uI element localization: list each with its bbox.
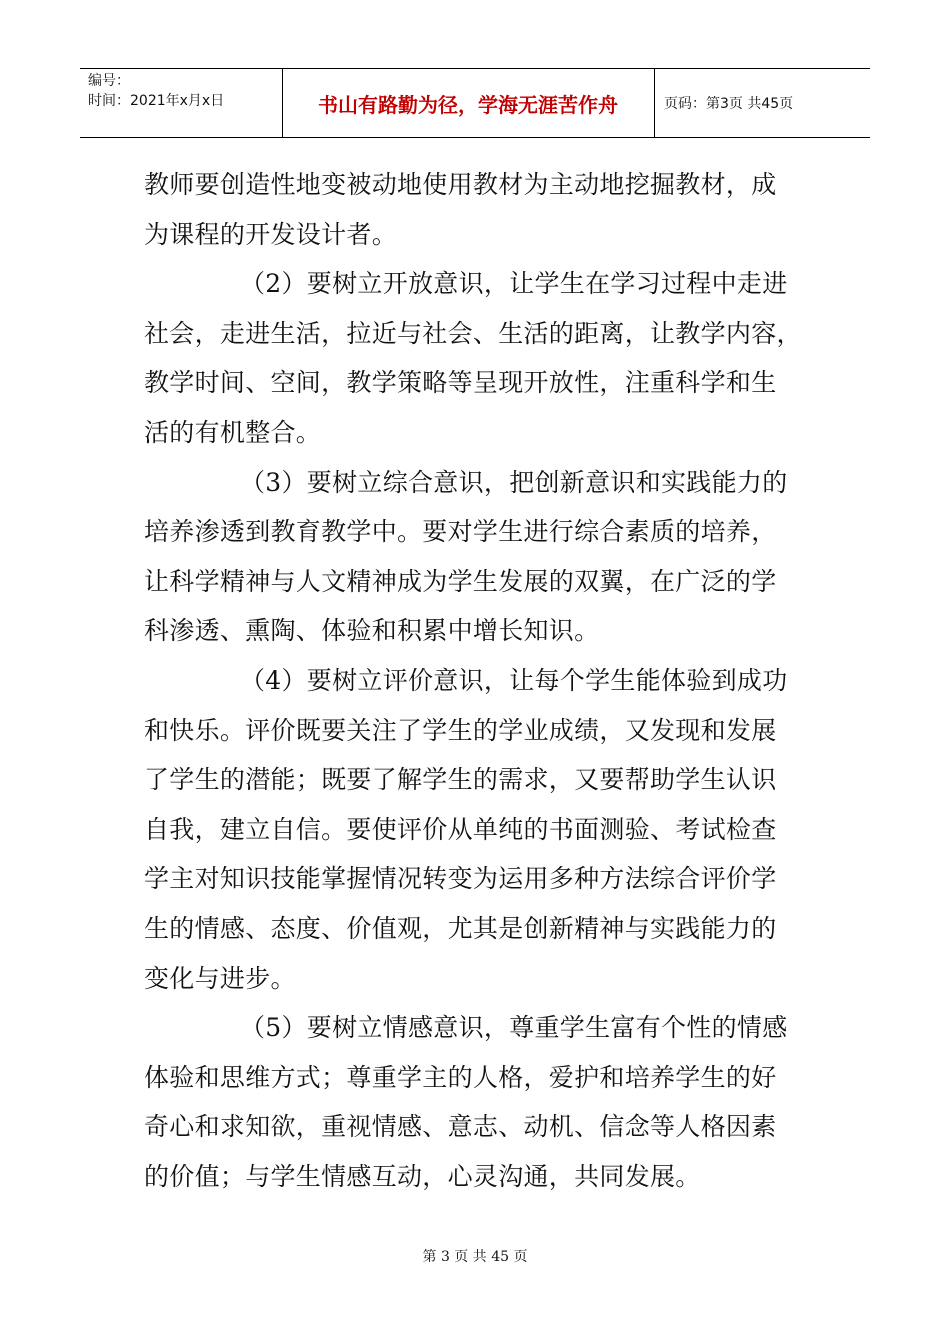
paragraph-line: 培养渗透到教育教学中。要对学生进行综合素质的培养， <box>144 517 777 547</box>
paragraph-line: 生的情感、态度、价值观，尤其是创新精神与实践能力的 <box>144 913 777 943</box>
document-body <box>144 160 804 1201</box>
header-time-label: 时间：2021年x月x日 <box>88 93 225 109</box>
paragraph-line: 科渗透、熏陶、体验和积累中增长知识。 <box>144 616 600 646</box>
paragraph-line: 社会，走进生活，拉近与社会、生活的距离，让教学内容， <box>144 318 802 348</box>
paragraph-line: 为课程的开发设计者。 <box>144 219 398 249</box>
paragraph-line: 让科学精神与人文精神成为学生发展的双翼，在广泛的学 <box>144 566 777 596</box>
paragraph-line: 奇心和求知欲，重视情感、意志、动机、信念等人格因素 <box>144 1112 777 1142</box>
paragraph-line: 和快乐。评价既要关注了学生的学业成绩，又发现和发展 <box>144 715 777 745</box>
header-divider-right <box>654 69 655 137</box>
paragraph-line: 变化与进步。 <box>144 963 296 993</box>
paragraph-line: 学主对知识技能掌握情况转变为运用多种方法综合评价学 <box>144 864 777 894</box>
paragraph-line: （5）要树立情感意识，尊重学生富有个性的情感 <box>240 1013 788 1043</box>
paragraph-line: 教学时间、空间，教学策略等呈现开放性，注重科学和生 <box>144 368 777 398</box>
paragraph-line: 的价值；与学生情感互动，心灵沟通，共同发展。 <box>144 1161 701 1191</box>
header-motto: 书山有路勤为径，学海无涯苦作舟 <box>318 92 618 117</box>
paragraph-line: 自我，建立自信。要使评价从单纯的书面测验、考试检查 <box>144 814 777 844</box>
page-header <box>80 68 870 138</box>
header-meta <box>88 71 224 111</box>
header-page-info: 页码：第3页 共45页 <box>664 96 794 112</box>
paragraph-line: （2）要树立开放意识，让学生在学习过程中走进 <box>240 269 788 299</box>
paragraph-line: （4）要树立评价意识，让每个学生能体验到成功 <box>240 665 788 695</box>
page-footer: 第 3 页 共 45 页 <box>422 1249 528 1265</box>
paragraph-line: 了学生的潜能；既要了解学生的需求，又要帮助学生认识 <box>144 765 777 795</box>
paragraph-line: （3）要树立综合意识，把创新意识和实践能力的 <box>240 467 788 497</box>
header-number-label: 编号： <box>88 73 130 89</box>
paragraph-line: 教师要创造性地变被动地使用教材为主动地挖掘教材，成 <box>144 170 777 199</box>
paragraph-line: 活的有机整合。 <box>144 417 322 447</box>
paragraph-line: 体验和思维方式；尊重学主的人格，爱护和培养学生的好 <box>144 1062 777 1092</box>
